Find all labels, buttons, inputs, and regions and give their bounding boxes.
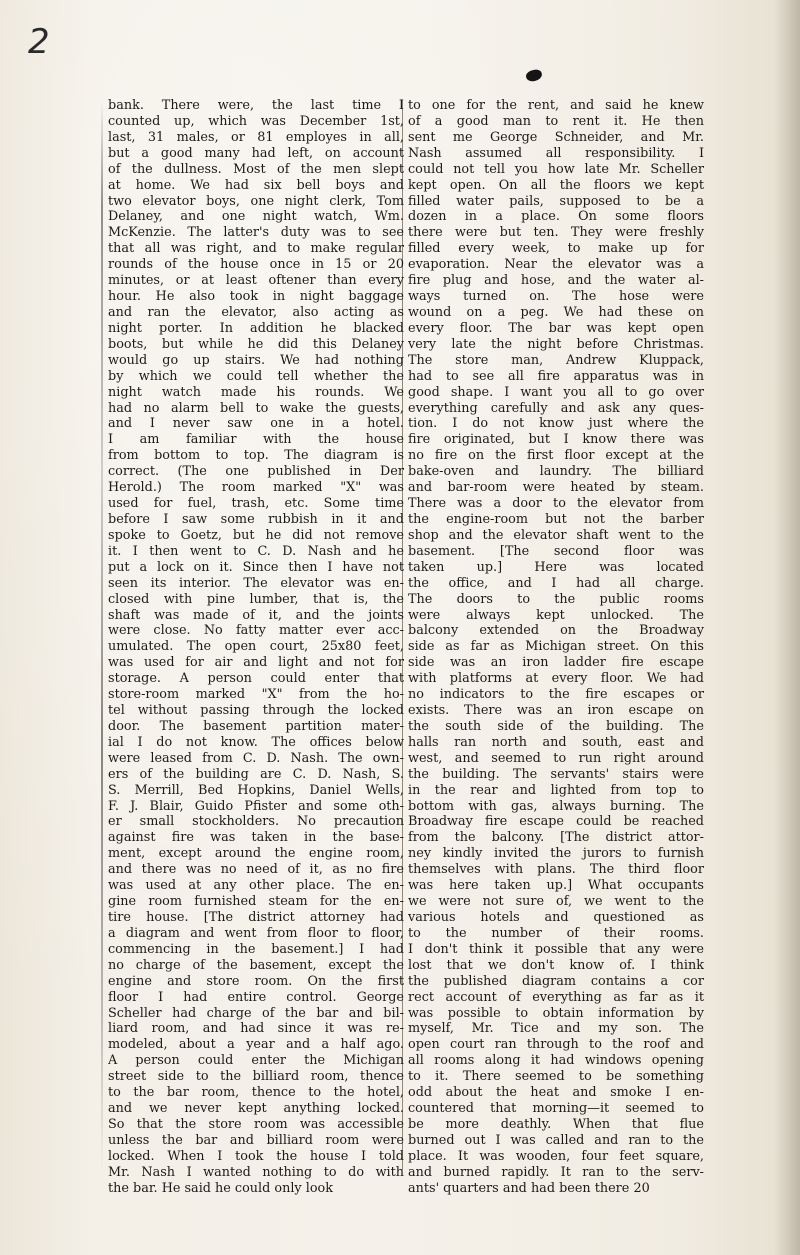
text-line: it. I then went to C. D. Nash and he bbox=[108, 543, 404, 559]
text-line: put a lock on it. Since then I have not bbox=[108, 559, 404, 575]
text-line: open court ran through to the roof and bbox=[408, 1037, 704, 1053]
text-line: Mr. Nash I wanted nothing to do with bbox=[108, 1164, 404, 1180]
text-line: hour. He also took in night baggage bbox=[108, 289, 404, 305]
text-line: before I saw some rubbish in it and bbox=[108, 511, 404, 527]
text-line: taken up.] Here was located bbox=[408, 559, 704, 575]
text-line: in the rear and lighted from top to bbox=[408, 782, 704, 798]
text-line: a diagram and went from floor to floor, bbox=[108, 925, 404, 941]
text-line: basement. [The second floor was bbox=[408, 543, 704, 559]
text-line: could not tell you how late Mr. Scheller bbox=[408, 161, 704, 177]
text-line: had to see all fire apparatus was in bbox=[408, 368, 704, 384]
text-line: There was a door to the elevator from bbox=[408, 496, 704, 512]
text-line: was used at any other place. The en- bbox=[108, 878, 404, 894]
text-line: various hotels and questioned as bbox=[408, 910, 704, 926]
text-line: S. Merrill, Bed Hopkins, Daniel Wells, bbox=[108, 782, 404, 798]
text-line: of the dullness. Most of the men slept bbox=[108, 161, 404, 177]
text-line: of a good man to rent it. He then bbox=[408, 113, 704, 129]
text-line: west, and seemed to run right around bbox=[408, 750, 704, 766]
text-line: umulated. The open court, 25x80 feet, bbox=[108, 639, 404, 655]
text-line: from bottom to top. The diagram is bbox=[108, 448, 404, 464]
left-margin-pencil-mark bbox=[101, 100, 103, 1172]
text-line: halls ran north and south, east and bbox=[408, 734, 704, 750]
text-line: fire plug and hose, and the water al- bbox=[408, 273, 704, 289]
text-line: to it. There seemed to be something bbox=[408, 1069, 704, 1085]
text-line: the office, and I had all charge. bbox=[408, 575, 704, 591]
text-line: ants' quarters and had been there 20 bbox=[408, 1180, 650, 1196]
text-line: myself, Mr. Tice and my son. The bbox=[408, 1021, 704, 1037]
text-line: at home. We had six bell boys and bbox=[108, 177, 404, 193]
text-line: locked. When I took the house I told bbox=[108, 1148, 404, 1164]
text-line: all rooms along it had windows opening bbox=[408, 1053, 704, 1069]
text-line: night porter. In addition he blacked bbox=[108, 320, 404, 336]
text-line: exists. There was an iron escape on bbox=[408, 703, 704, 719]
text-line: street side to the billiard room, thence bbox=[108, 1069, 404, 1085]
text-line: boots, but while he did this Delaney bbox=[108, 336, 404, 352]
text-line: fire originated, but I know there was bbox=[408, 432, 704, 448]
text-line: minutes, or at least oftener than every bbox=[108, 273, 404, 289]
text-line: had no alarm bell to wake the guests, bbox=[108, 400, 404, 416]
text-line: McKenzie. The latter's duty was to see bbox=[108, 225, 404, 241]
text-line: commencing in the basement.] I had bbox=[108, 941, 404, 957]
text-line: every floor. The bar was kept open bbox=[408, 320, 704, 336]
text-line: tel without passing through the locked bbox=[108, 703, 404, 719]
text-line: the published diagram contains a cor bbox=[408, 973, 704, 989]
text-line: no fire on the first floor except at the bbox=[408, 448, 704, 464]
text-line: engine and store room. On the first bbox=[108, 973, 404, 989]
text-line: bank. There were, the last time I bbox=[108, 98, 404, 113]
text-line: that all was right, and to make regular bbox=[108, 241, 404, 257]
text-line: rounds of the house once in 15 or 20 bbox=[108, 257, 404, 273]
text-line: and I never saw one in a hotel. bbox=[108, 416, 404, 432]
text-line: ney kindly invited the jurors to furnish bbox=[408, 846, 704, 862]
text-line: be more deathly. When that flue bbox=[408, 1117, 704, 1132]
text-line: night watch made his rounds. We bbox=[108, 384, 404, 400]
text-line: side was an iron ladder fire escape bbox=[408, 655, 704, 671]
text-line: would go up stairs. We had nothing bbox=[108, 352, 404, 368]
text-line: tion. I do not know just where the bbox=[408, 416, 704, 432]
text-line: burned out I was called and ran to the bbox=[408, 1132, 704, 1148]
text-line: with platforms at every floor. We had bbox=[408, 671, 704, 687]
text-line: good shape. I want you all to go over bbox=[408, 384, 704, 400]
text-line: and burned rapidly. It ran to the serv- bbox=[408, 1164, 704, 1180]
text-line: were close. No fatty matter ever acc- bbox=[108, 623, 404, 639]
text-line: but a good many had left, on account bbox=[108, 145, 404, 161]
text-line: shaft was made of it, and the joints bbox=[108, 607, 404, 623]
text-line: the building. The servants' stairs were bbox=[408, 766, 704, 782]
text-line: A person could enter the Michigan bbox=[108, 1053, 404, 1069]
text-line: side as far as Michigan street. On this bbox=[408, 639, 704, 655]
text-line: liard room, and had since it was re- bbox=[108, 1021, 404, 1037]
text-line: gine room furnished steam for the en- bbox=[108, 894, 404, 910]
text-line: Nash assumed all responsibility. I bbox=[408, 145, 704, 161]
text-line: no charge of the basement, except the bbox=[108, 957, 404, 973]
text-line: Delaney, and one night watch, Wm. bbox=[108, 209, 404, 225]
text-line: ment, except around the engine room, bbox=[108, 846, 404, 862]
text-line: lost that we don't know of. I think bbox=[408, 957, 704, 973]
text-line: Broadway fire escape could be reached bbox=[408, 814, 704, 830]
text-line: countered that morning—it seemed to bbox=[408, 1101, 704, 1117]
text-line: door. The basement partition mater- bbox=[108, 718, 404, 734]
text-line: the bar. He said he could only look bbox=[108, 1180, 333, 1196]
text-line: we were not sure of, we went to the bbox=[408, 894, 704, 910]
text-line: spoke to Goetz, but he did not remove bbox=[108, 527, 404, 543]
text-line: to one for the rent, and said he knew bbox=[408, 98, 704, 113]
text-line: was here taken up.] What occupants bbox=[408, 878, 704, 894]
text-line: and we never kept anything locked. bbox=[108, 1101, 404, 1117]
text-line: by which we could tell whether the bbox=[108, 368, 404, 384]
text-line: the engine-room but not the barber bbox=[408, 511, 704, 527]
text-line: The doors to the public rooms bbox=[408, 591, 704, 607]
text-line: I am familiar with the house bbox=[108, 432, 404, 448]
text-line: and there was no need of it, as no fire bbox=[108, 862, 404, 878]
text-line: against fire was taken in the base- bbox=[108, 830, 404, 846]
text-line: bake-oven and laundry. The billiard bbox=[408, 464, 704, 480]
text-line: and bar-room were heated by steam. bbox=[408, 480, 704, 496]
text-line: from the balcony. [The district attor- bbox=[408, 830, 704, 846]
text-line: were always kept unlocked. The bbox=[408, 607, 704, 623]
text-line: shop and the elevator shaft went to the bbox=[408, 527, 704, 543]
text-line: er small stockholders. No precaution bbox=[108, 814, 404, 830]
text-line: F. J. Blair, Guido Pfister and some oth- bbox=[108, 798, 404, 814]
text-line: sent me George Schneider, and Mr. bbox=[408, 129, 704, 145]
text-line: filled water pails, supposed to be a bbox=[408, 193, 704, 209]
text-line: and ran the elevator, also acting as bbox=[108, 304, 404, 320]
text-line: place. It was wooden, four feet square, bbox=[408, 1148, 704, 1164]
text-line: Scheller had charge of the bar and bil- bbox=[108, 1005, 404, 1021]
text-line: wound on a peg. We had these on bbox=[408, 304, 704, 320]
text-line: was used for air and light and not for bbox=[108, 655, 404, 671]
text-line: themselves with plans. The third floor bbox=[408, 862, 704, 878]
text-line: very late the night before Christmas. bbox=[408, 336, 704, 352]
text-line: unless the bar and billiard room were bbox=[108, 1132, 404, 1148]
text-line: no indicators to the fire escapes or bbox=[408, 687, 704, 703]
text-line: to the bar room, thence to the hotel, bbox=[108, 1085, 404, 1101]
text-line: to the number of their rooms. bbox=[408, 925, 704, 941]
text-line: ial I do not know. The offices below bbox=[108, 734, 404, 750]
text-line: The store man, Andrew Kluppack, bbox=[408, 352, 704, 368]
text-line: Herold.) The room marked "X" was bbox=[108, 480, 404, 496]
text-line: kept open. On all the floors we kept bbox=[408, 177, 704, 193]
text-line: ways turned on. The hose were bbox=[408, 289, 704, 305]
text-line: tire house. [The district attorney had bbox=[108, 910, 404, 926]
page-number: 2 bbox=[28, 22, 51, 62]
text-line: evaporation. Near the elevator was a bbox=[408, 257, 704, 273]
text-line: was possible to obtain information by bbox=[408, 1005, 704, 1021]
text-line: closed with pine lumber, that is, the bbox=[108, 591, 404, 607]
text-line: correct. (The one published in Der bbox=[108, 464, 404, 480]
text-line: ers of the building are C. D. Nash, S. bbox=[108, 766, 404, 782]
text-line: were leased from C. D. Nash. The own- bbox=[108, 750, 404, 766]
text-line: two elevator boys, one night clerk, Tom bbox=[108, 193, 404, 209]
ink-blot bbox=[525, 68, 543, 82]
text-line: balcony extended on the Broadway bbox=[408, 623, 704, 639]
text-line: rect account of everything as far as it bbox=[408, 989, 704, 1005]
text-line: storage. A person could enter that bbox=[108, 671, 404, 687]
text-line: everything carefully and ask any ques- bbox=[408, 400, 704, 416]
page-edge-shadow bbox=[774, 0, 800, 1255]
text-line: the south side of the building. The bbox=[408, 718, 704, 734]
text-line: seen its interior. The elevator was en- bbox=[108, 575, 404, 591]
text-line: store-room marked "X" from the ho- bbox=[108, 687, 404, 703]
text-line: used for fuel, trash, etc. Some time bbox=[108, 496, 404, 512]
text-line: counted up, which was December 1st, bbox=[108, 113, 404, 129]
text-line: odd about the heat and smoke I en- bbox=[408, 1085, 704, 1101]
text-line: modeled, about a year and a half ago. bbox=[108, 1037, 404, 1053]
text-line: filled every week, to make up for bbox=[408, 241, 704, 257]
text-line: I don't think it possible that any were bbox=[408, 941, 704, 957]
text-line: floor I had entire control. George bbox=[108, 989, 404, 1005]
text-line: bottom with gas, always burning. The bbox=[408, 798, 704, 814]
text-line: dozen in a place. On some floors bbox=[408, 209, 704, 225]
text-line: So that the store room was accessible bbox=[108, 1117, 404, 1132]
text-line: there were but ten. They were freshly bbox=[408, 225, 704, 241]
text-line: last, 31 males, or 81 employes in all, bbox=[108, 129, 404, 145]
right-text-column bbox=[408, 98, 704, 1197]
left-text-column bbox=[108, 98, 404, 1197]
